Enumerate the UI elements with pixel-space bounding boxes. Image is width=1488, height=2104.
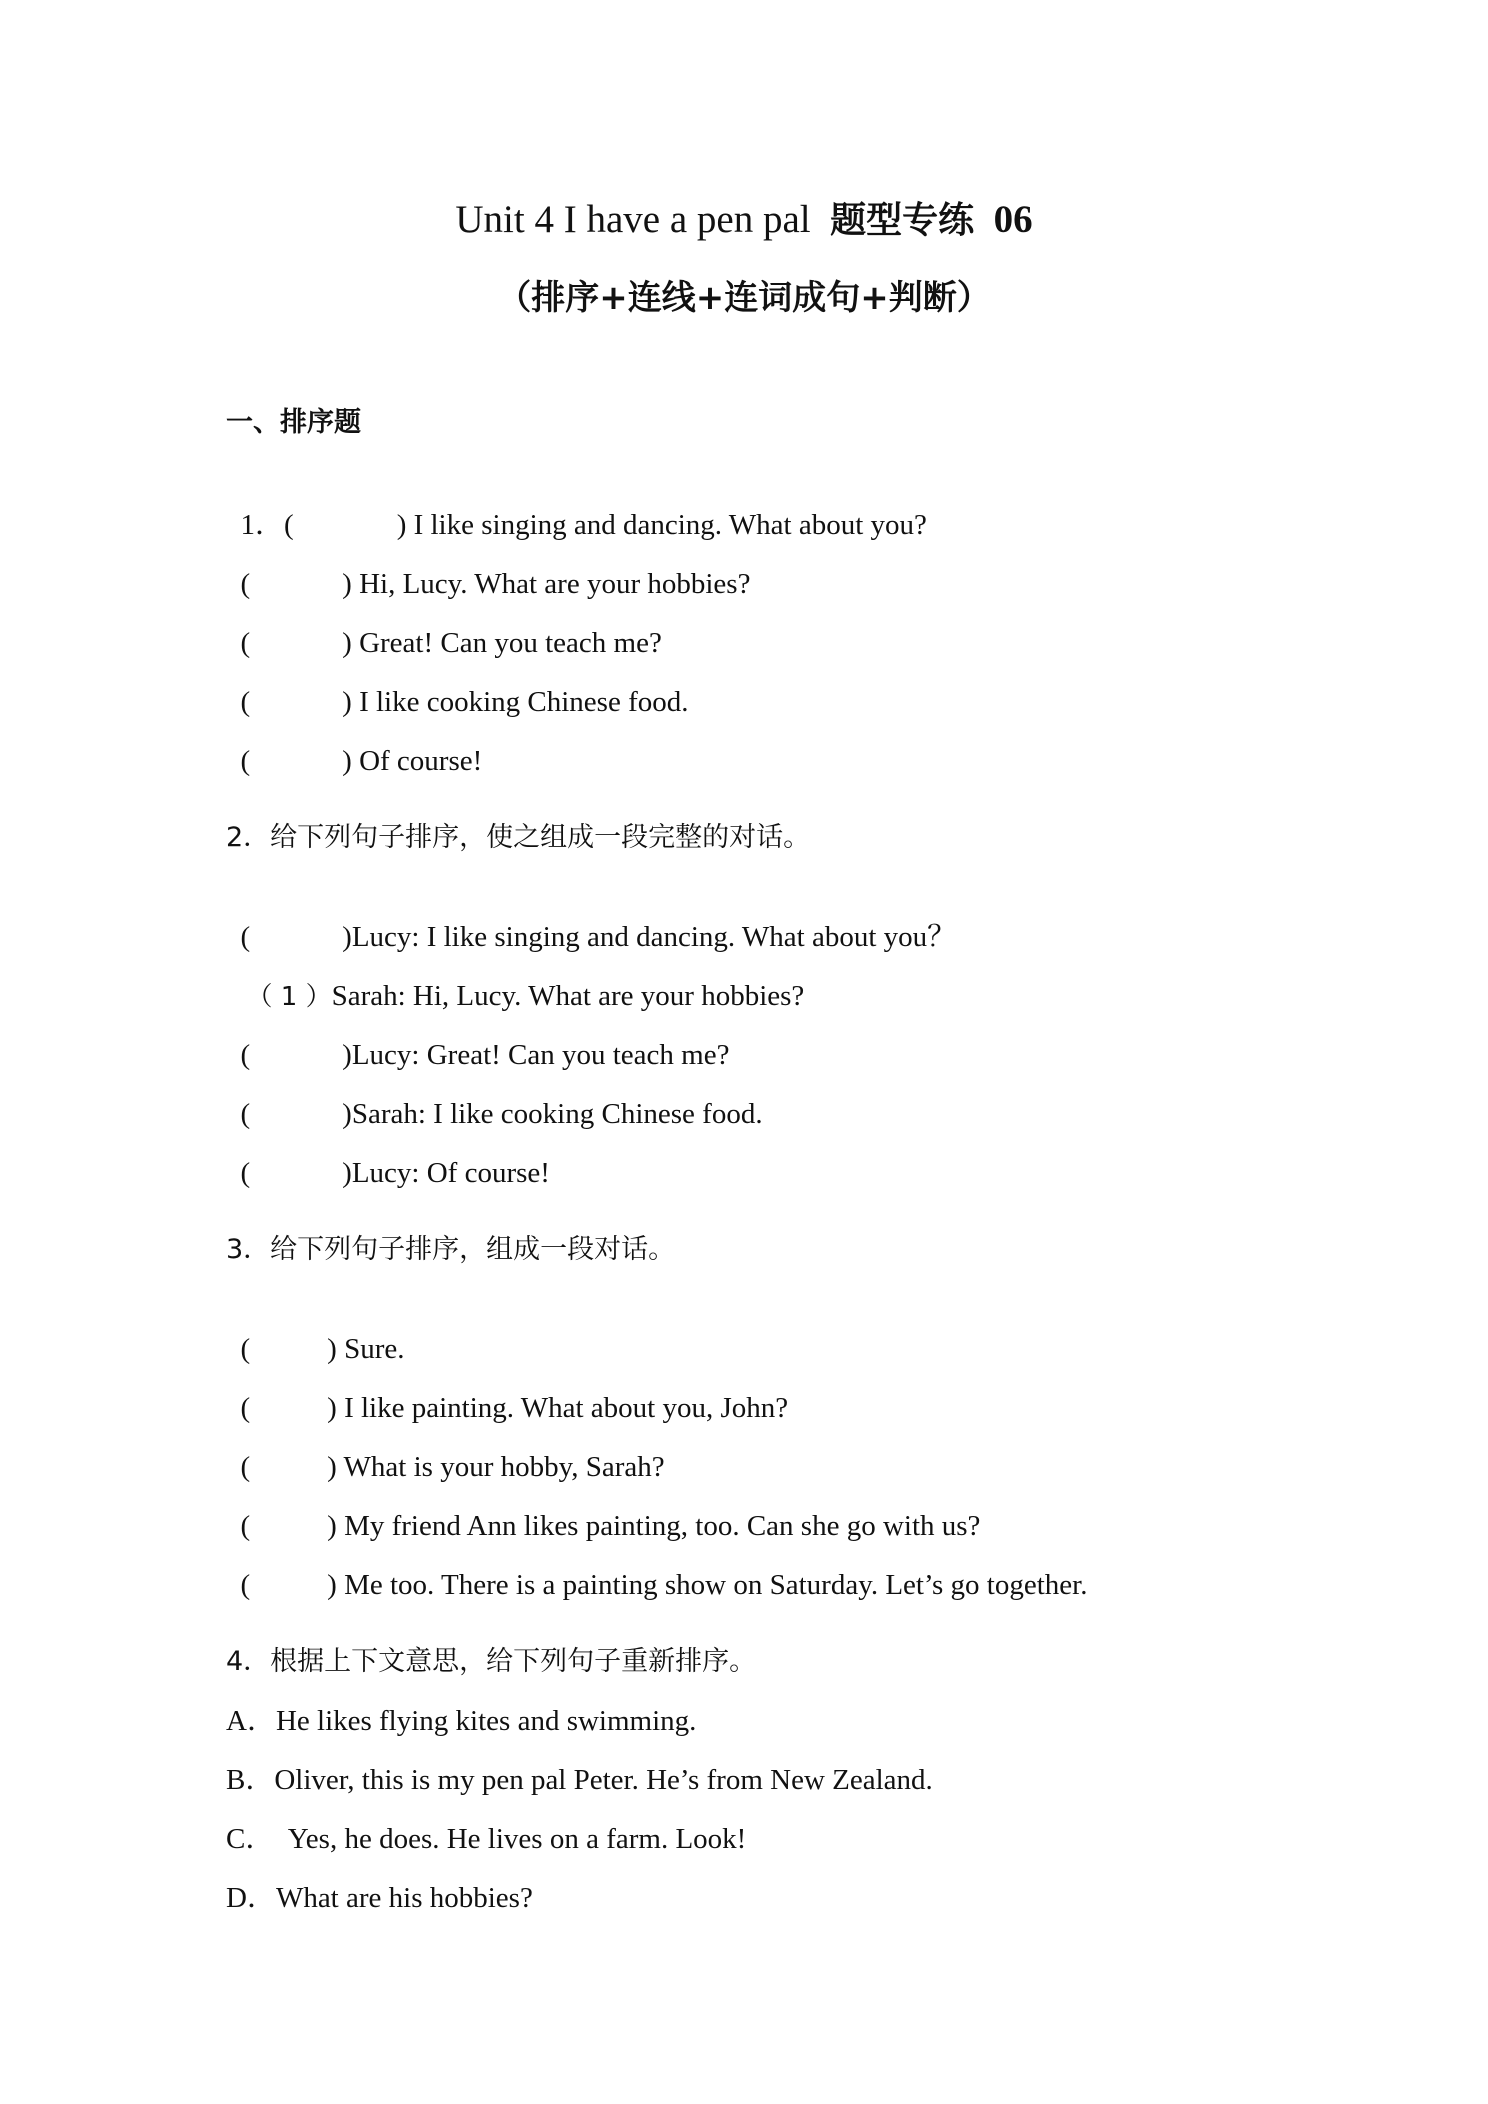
q2-line-text: )Lucy: Great! Can you teach me?	[342, 1039, 730, 1071]
open-paren: (	[240, 1392, 251, 1424]
q2-prompt: 2．给下列句子排序，使之组成一段完整的对话。	[226, 822, 811, 853]
q4-option: A．He likes flying kites and swimming.	[226, 1705, 697, 1737]
q3-line-text: ) What is your hobby, Sarah?	[327, 1451, 665, 1483]
q4-option: C． Yes, he does. He lives on a farm. Look!	[226, 1823, 747, 1855]
page-title	[0, 190, 1488, 251]
q4-prompt: 4．根据上下文意思，给下列句子重新排序。	[226, 1646, 757, 1677]
open-paren: (	[240, 921, 251, 953]
page-subtitle: （排序+连线+连词成句+判断）	[497, 278, 991, 318]
open-paren: (	[240, 1569, 251, 1601]
q2-line	[226, 1113, 550, 1193]
q3-line	[226, 1525, 1087, 1605]
q1-line-text: ) Hi, Lucy. What are your hobbies?	[342, 568, 751, 600]
open-paren: (	[284, 509, 294, 541]
open-paren: (	[240, 745, 251, 777]
q1-line-text: ) Of course!	[342, 745, 483, 777]
open-paren: (	[240, 1098, 251, 1130]
q1-line-text: ) I like cooking Chinese food.	[342, 686, 689, 718]
q2-line-text: )Lucy: Of course!	[342, 1157, 550, 1189]
title-chinese: 题型专练	[830, 200, 975, 241]
q3-line-text: ) My friend Ann likes painting, too. Can she go with us?	[327, 1510, 981, 1542]
open-paren: (	[240, 627, 251, 659]
q1-line-text: ) Great! Can you teach me?	[342, 627, 662, 659]
q3-prompt: 3．给下列句子排序，组成一段对话。	[226, 1234, 676, 1265]
q1-number: 1．	[240, 509, 285, 541]
q1-line	[226, 701, 482, 781]
q1-line-text: ) I like singing and dancing. What about you?	[396, 509, 927, 541]
open-paren: (	[240, 1039, 251, 1071]
q2-line-text: )Lucy: I like singing and dancing. What about you？	[342, 921, 957, 953]
open-paren: (	[240, 1157, 251, 1189]
q2-given-answer: （ 1 ）	[246, 982, 332, 1012]
q4-option: D．What are his hobbies?	[226, 1882, 533, 1914]
title-english: Unit 4 I have a pen pal	[455, 198, 811, 241]
q3-line-text: ) I like painting. What about you, John?	[327, 1392, 789, 1424]
open-paren: (	[240, 1333, 251, 1365]
q3-line-text: ) Sure.	[327, 1333, 405, 1365]
section-heading: 一、排序题	[226, 407, 361, 438]
open-paren: (	[240, 1510, 251, 1542]
q4-option: B．Oliver, this is my pen pal Peter. He’s from New Zealand.	[226, 1764, 933, 1796]
open-paren: (	[240, 568, 251, 600]
q3-line-text: ) Me too. There is a painting show on Saturday. Let’s go together.	[327, 1569, 1088, 1601]
open-paren: (	[240, 686, 251, 718]
title-number: 06	[993, 198, 1033, 241]
q2-line-text: Sarah: Hi, Lucy. What are your hobbies?	[331, 980, 805, 1012]
q2-line-text: )Sarah: I like cooking Chinese food.	[342, 1098, 763, 1130]
open-paren: (	[240, 1451, 251, 1483]
